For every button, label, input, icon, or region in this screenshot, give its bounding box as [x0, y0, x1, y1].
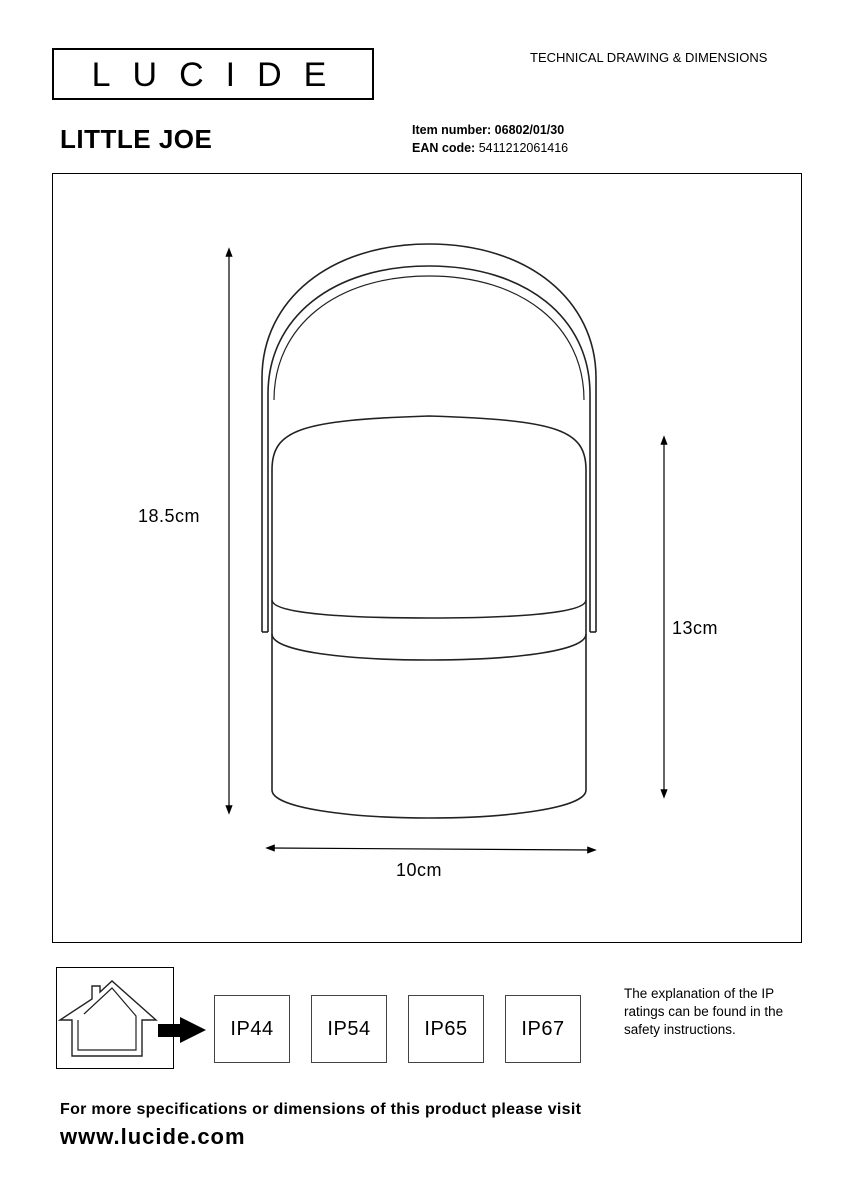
- ip-note: The explanation of the IP ratings can be found in the safety instructions.: [624, 986, 784, 1037]
- ip-rating-box: IP67: [505, 995, 581, 1063]
- total-height-label: 18.5cm: [138, 506, 201, 526]
- item-number-label: Item number:: [412, 123, 492, 137]
- ip-rating-box: IP44: [214, 995, 290, 1063]
- ip-rating-box: IP65: [408, 995, 484, 1063]
- width-label: 10cm: [396, 860, 443, 880]
- location-icon-box: [56, 967, 174, 1069]
- ean-label: EAN code:: [412, 141, 476, 155]
- ip-rating-box: IP54: [311, 995, 387, 1063]
- logo-text: LUCIDE: [91, 56, 349, 94]
- dimension-line-width: [270, 848, 592, 850]
- footer-text: For more specifications or dimensions of this product please visit: [60, 1101, 582, 1118]
- lamp-base: [272, 634, 586, 818]
- item-number-value: 06802/01/30: [494, 123, 565, 137]
- ean-value: 5411212061416: [478, 141, 569, 155]
- website-link[interactable]: www.lucide.com: [60, 1124, 246, 1149]
- lamp-ring: [272, 600, 586, 618]
- lamp-ring-bottom: [272, 634, 586, 660]
- lamp-handle-inner: [268, 266, 590, 632]
- document-type: TECHNICAL DRAWING & DIMENSIONS: [530, 50, 768, 65]
- shade-height-label: 13cm: [672, 618, 719, 638]
- product-name: LITTLE JOE: [60, 124, 213, 154]
- lamp-shade: [272, 416, 586, 600]
